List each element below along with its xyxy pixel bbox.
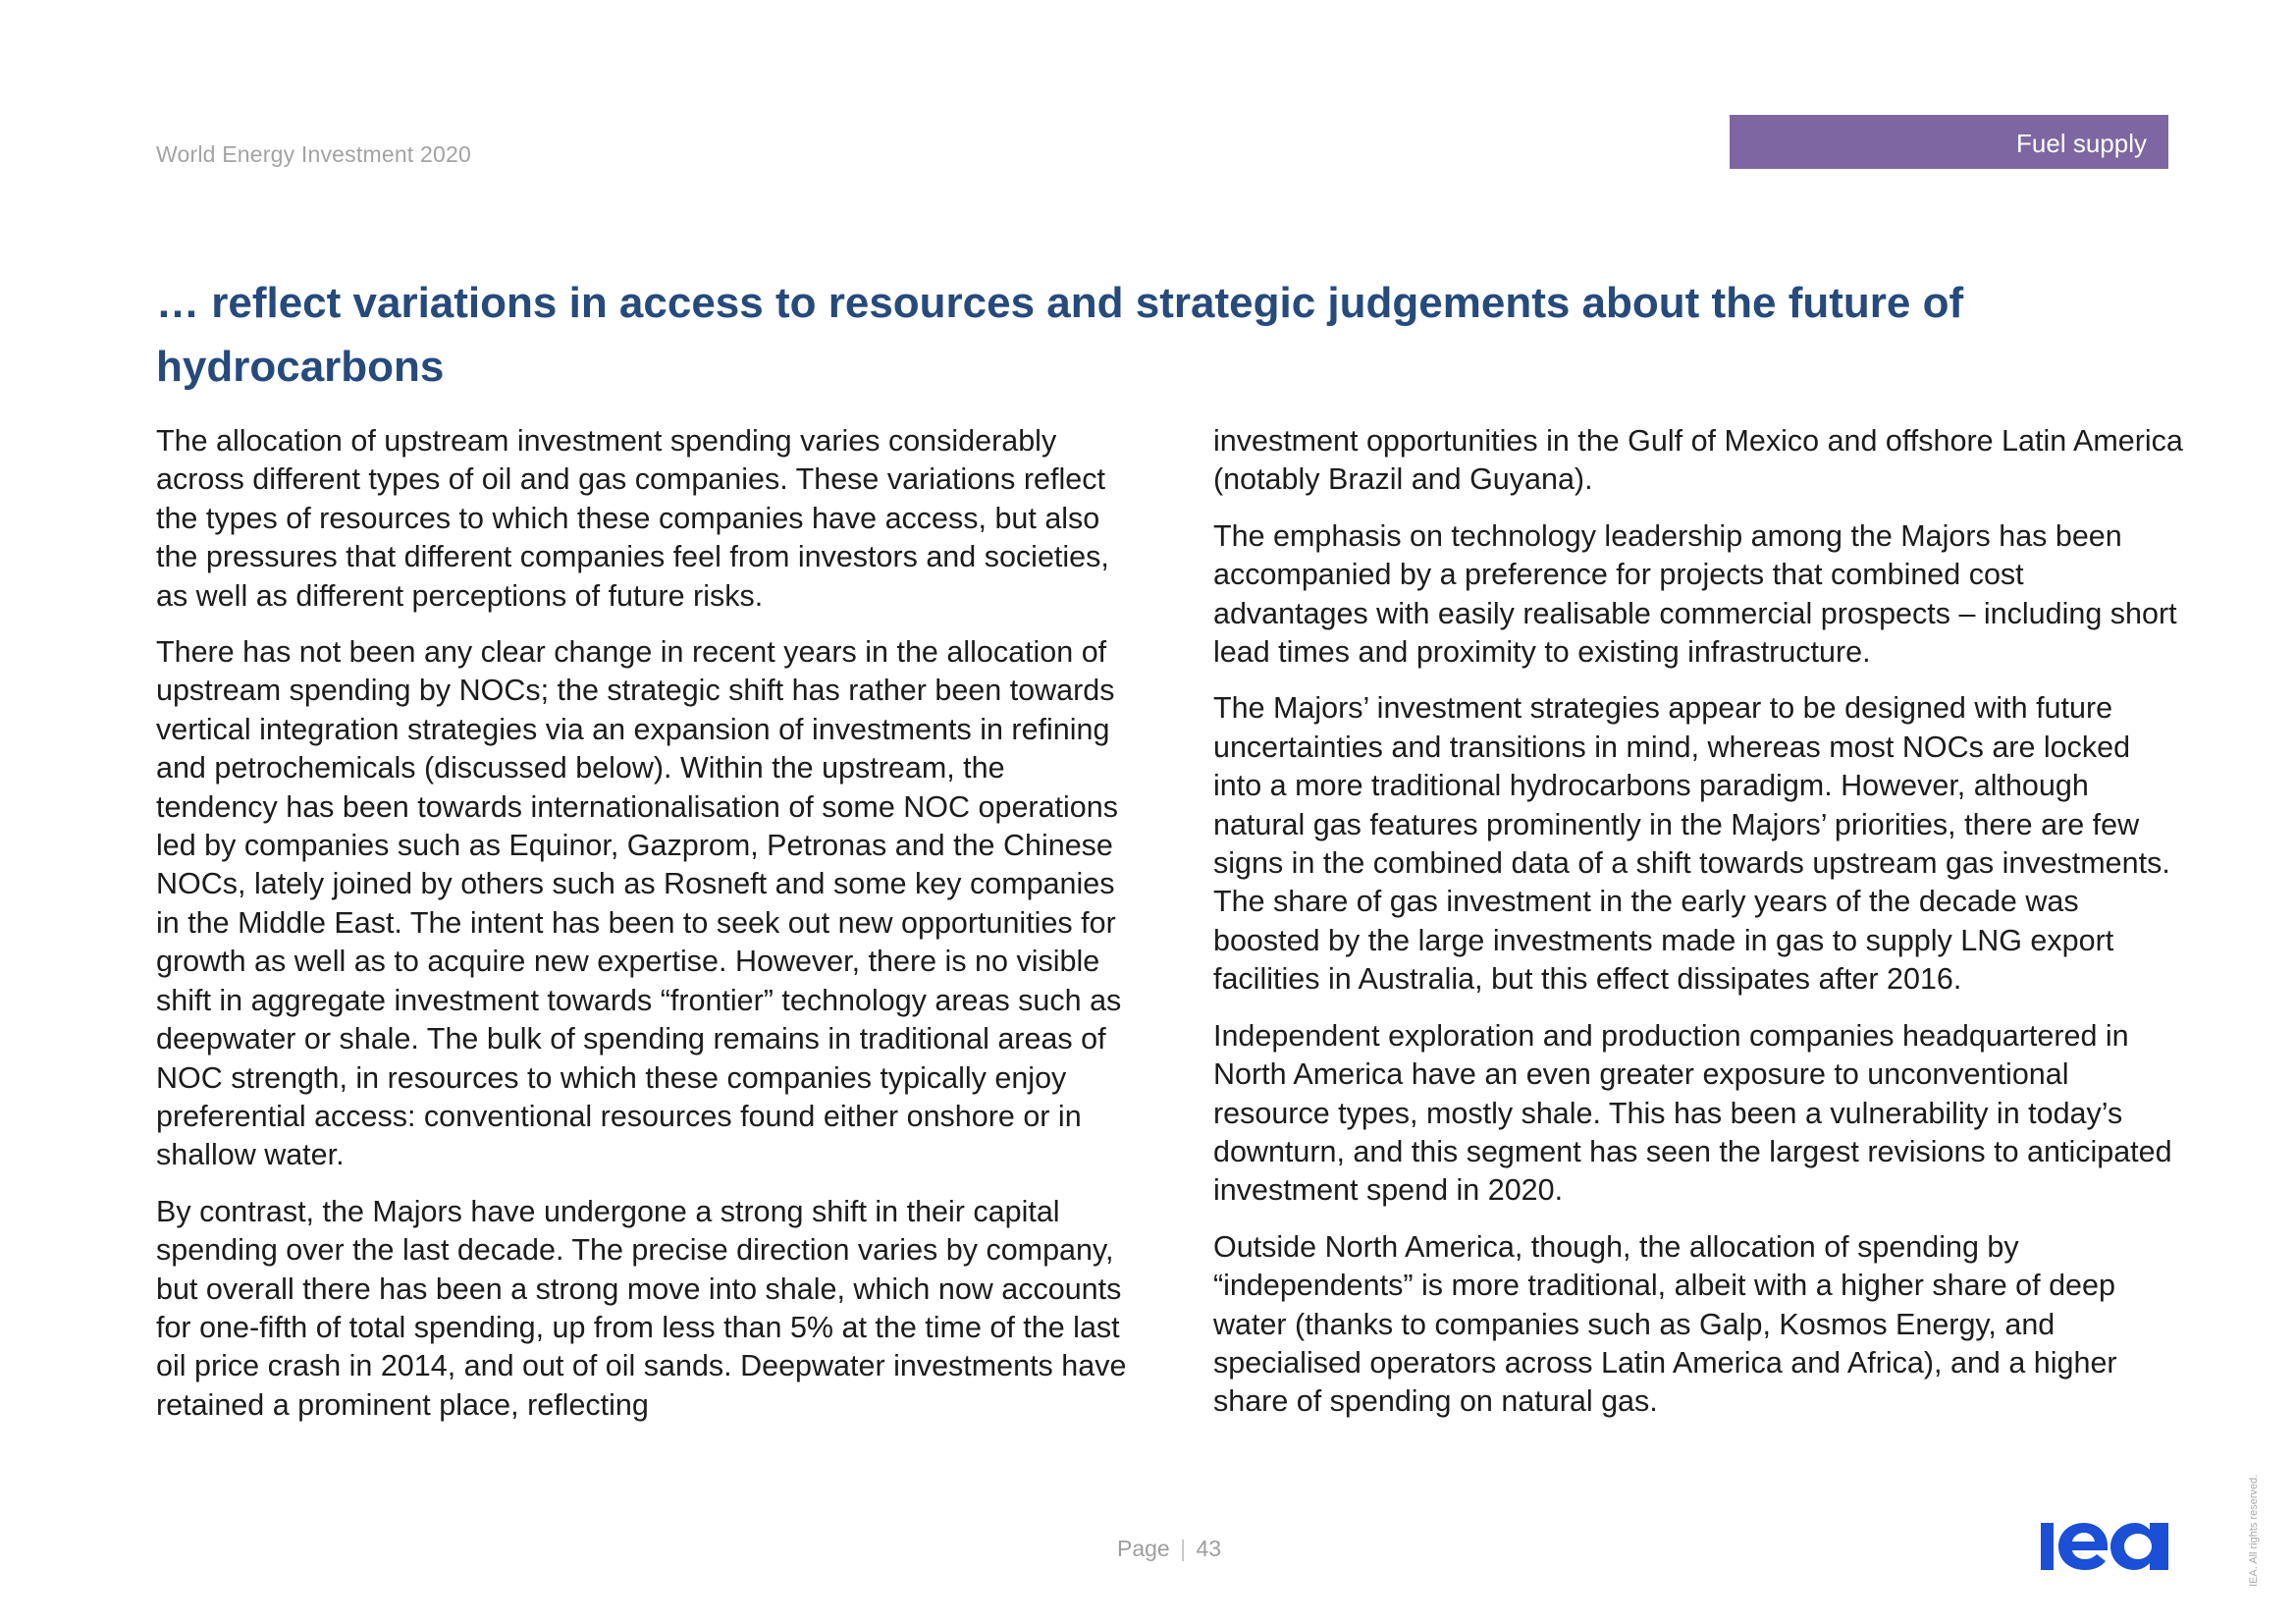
page-title: … reflect variations in access to resources and strategic judgements about the future of hydrocarbons [156,279,1964,391]
rights-notice: IEA. All rights reserved. [2248,1474,2260,1587]
paragraph: Outside North America, though, the allocation of spending by “independents” is more traditional, albeit with a higher share of deep water (thanks to companies such as Galp, Kosmos Energy, and specialised operators across Latin America and Africa), and a higher share of spending on natural gas. [1213,1229,2117,1419]
right-column [1213,422,2185,1439]
paragraph: There has not been any clear change in recent years in the allocation of upstream spending by NOCs; the strategic shift has rather been towards vertical integration strategies via an expansion of investments in refining and petrochemicals (discussed below). Within the upstream, the tendency has been towards internationalisation of some NOC operations led by companies such as Equinor, Gazprom, Petronas and the Chinese NOCs, lately joined by others such as Rosneft and some key companies in the Middle East. The intent has been to seek out new opportunities for growth as well as to acquire new expertise. However, there is no visible shift in aggregate investment towards “frontier” technology areas such as deepwater or shale. The bulk of spending remains in traditional areas of NOC strength, in resources to which these companies typically enjoy preferential access: conventional resources found either onshore or in shallow water. [156,635,1122,1172]
report-title: World Energy Investment 2020 [156,141,471,167]
page-number-value: 43 [1196,1536,1222,1561]
page-number [1117,1536,1221,1562]
page-label: Page [1117,1536,1170,1561]
paragraph: The emphasis on technology leadership among the Majors has been accompanied by a preference for projects that combined cost advantages with easily realisable commercial prospects – including short lead times and proximity to existing infrastructure. [1213,518,2177,670]
left-column [156,422,1128,1442]
paragraph: The Majors’ investment strategies appear to be designed with future uncertainties and transitions in mind, whereas most NOCs are locked into a more traditional hydrocarbons paradigm. However, although natural gas features prominently in the Majors’ priorities, there are few signs in the combined data of a shift towards upstream gas investments. The share of gas investment in the early years of the decade was boosted by the large investments made in gas to supply LNG export facilities in Australia, but this effect dissipates after 2016. [1213,691,2170,997]
iea-logo-icon [2039,1517,2170,1572]
section-tab [1730,115,2168,169]
page-separator: | [1180,1536,1187,1561]
paragraph: Independent exploration and production companies headquartered in North America have an even greater exposure to unconventional resource types, mostly shale. This has been a vulnerability in today’s downturn, and this segment has seen the largest revisions to anticipated investment spend in 2020. [1213,1018,2172,1208]
paragraph: The allocation of upstream investment spending varies considerably across different types of oil and gas companies. These variations reflect the types of resources to which these companies have access, but also the pressures that different companies feel from investors and societies, as well as different perceptions of future risks. [156,424,1109,613]
section-label: Fuel supply [2016,129,2147,158]
paragraph: investment opportunities in the Gulf of Mexico and offshore Latin America (notably Brazil and Guyana). [1213,424,2183,497]
paragraph: By contrast, the Majors have undergone a strong shift in their capital spending over the last decade. The precise direction varies by company, but overall there has been a strong move into shale, which now accounts for one-fifth of total spending, up from less than 5% at the time of the last oil price crash in 2014, and out of oil sands. Deepwater investments have retained a prominent place, reflecting [156,1194,1127,1422]
